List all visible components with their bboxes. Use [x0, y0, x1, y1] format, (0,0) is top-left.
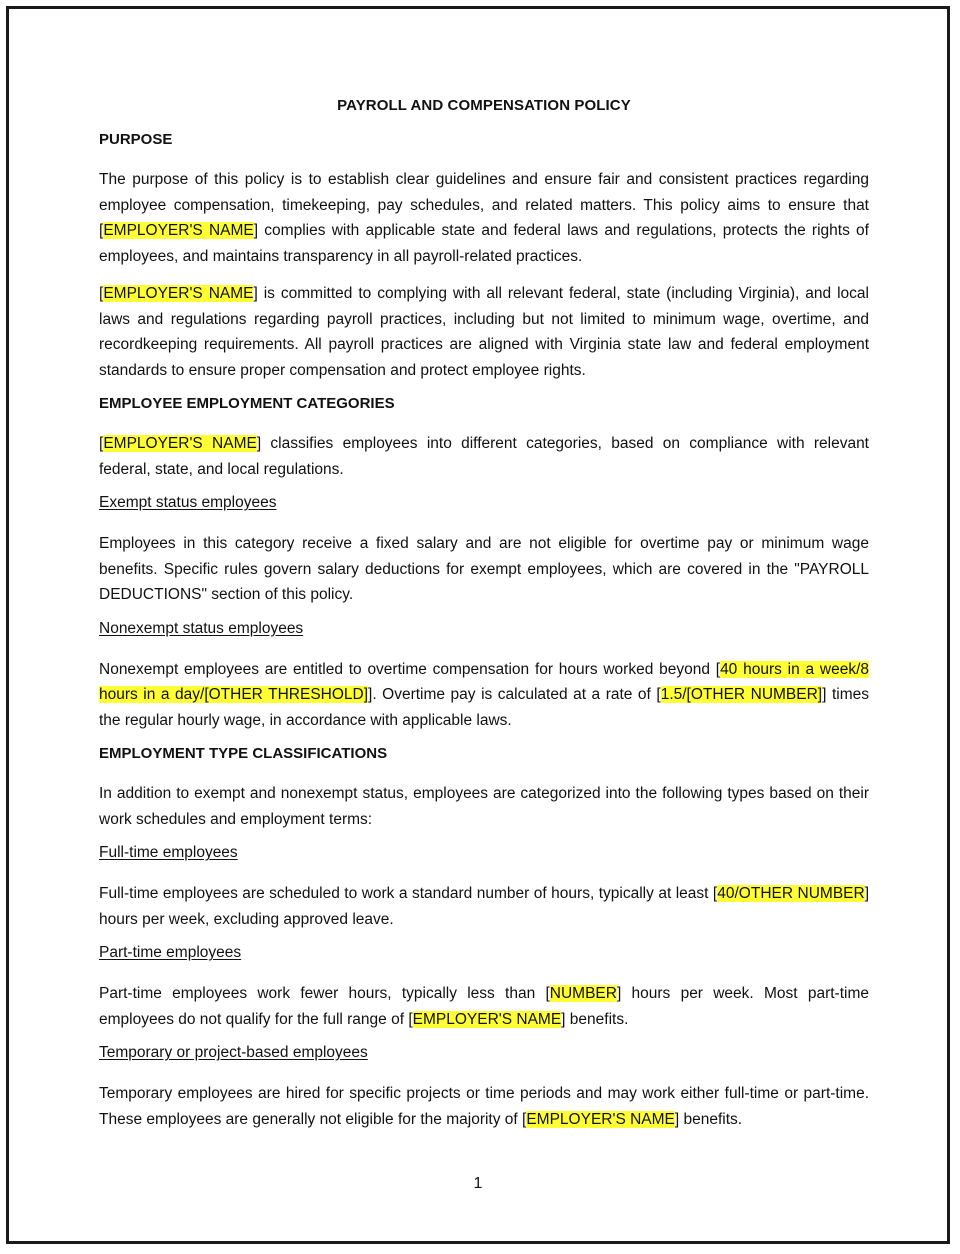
text-run: Full-time employees are scheduled to work a standard number of hours, typically at least [ — [99, 885, 718, 902]
subheading-parttime: Part-time employees — [99, 944, 242, 961]
placeholder-highlight: EMPLOYER'S NAME — [412, 1010, 562, 1028]
subheading-fulltime: Full-time employees — [99, 844, 238, 861]
text-run: ]. Overtime pay is calculated at a rate of [ — [368, 686, 661, 703]
text-run: ] classifies employees into different categories, based on compliance with relevant federal, state, and local regulations. — [99, 435, 869, 478]
text-run: Part-time employees work fewer hours, typically less than [ — [99, 985, 550, 1002]
document-title: PAYROLL AND COMPENSATION POLICY — [337, 97, 631, 114]
placeholder-highlight: 40 hours in a week/8 hours in a day/[OTHER THRESHOLD] — [99, 660, 869, 703]
section-heading-purpose: PURPOSE — [99, 131, 173, 148]
text-run: Nonexempt employees are entitled to overtime compensation for hours worked beyond [ — [99, 660, 721, 678]
text-run: Temporary employees are hired for specific projects or time periods and may work either full-time or part-time. These employees are generally not eligible for the majority of [ — [99, 1085, 869, 1128]
document-content — [99, 97, 869, 1144]
purpose-paragraph-1 — [99, 167, 869, 269]
page-number: 1 — [473, 1175, 483, 1192]
text-run: The purpose of this policy is to establish clear guidelines and ensure fair and consistent practices regarding employee compensation, timekeeping, pay schedules, and related matters. This policy aims to ensure that [ — [99, 171, 869, 239]
parttime-paragraph — [99, 981, 869, 1032]
text-run: ] times the regular hourly wage, in accordance with applicable laws. — [99, 686, 869, 729]
temporary-paragraph — [99, 1081, 869, 1132]
placeholder-highlight: NUMBER — [549, 985, 617, 1002]
text-run: ] is committed to complying with all relevant federal, state (including Virginia), and local laws and regulations regarding payroll practices, including but not limited to minimum wage, overtime, and recordkeeping requirements. All payroll practices are aligned with Virginia state law and federal employment standards to ensure proper compensation and protect employee rights. — [99, 285, 869, 379]
subheading-temporary: Temporary or project-based employees — [99, 1044, 368, 1061]
placeholder-highlight: EMPLOYER'S NAME — [103, 222, 254, 239]
placeholder-highlight: EMPLOYER'S NAME — [103, 285, 254, 302]
placeholder-highlight: 40/OTHER NUMBER — [717, 885, 865, 902]
purpose-paragraph-2 — [99, 281, 869, 383]
text-run: [ — [99, 435, 104, 452]
text-run: ] benefits. — [674, 1110, 743, 1128]
document-page — [6, 6, 950, 1244]
placeholder-highlight: EMPLOYER'S NAME — [103, 435, 257, 452]
nonexempt-paragraph — [99, 657, 869, 734]
text-run: ] hours per week. Most part-time employees do not qualify for the full range of [ — [99, 985, 869, 1028]
placeholder-highlight: EMPLOYER'S NAME — [526, 1110, 675, 1128]
placeholder-highlight: 1.5/[OTHER NUMBER] — [660, 686, 823, 703]
text-run: ] benefits. — [561, 1010, 629, 1028]
subheading-nonexempt: Nonexempt status employees — [99, 619, 304, 637]
categories-paragraph — [99, 431, 869, 482]
text-run: ] complies with applicable state and federal laws and regulations, protects the rights of employees, and maintains transparency in all payroll-related practices. — [99, 222, 869, 265]
text-run: ] hours per week, excluding approved leave. — [99, 885, 869, 928]
subheading-exempt: Exempt status employees — [99, 494, 277, 511]
exempt-paragraph: Employees in this category receive a fixed salary and are not eligible for overtime pay or minimum wage benefits. Specific rules govern salary deductions for exempt employees, which are covered in the "PAYROLL DEDUCTIONS" section of this policy. — [99, 535, 869, 603]
fulltime-paragraph — [99, 881, 869, 932]
text-run: [ — [99, 285, 104, 302]
section-heading-employment-types: EMPLOYMENT TYPE CLASSIFICATIONS — [99, 745, 388, 762]
section-heading-employment-categories: EMPLOYEE EMPLOYMENT CATEGORIES — [99, 395, 395, 412]
types-intro-paragraph: In addition to exempt and nonexempt status, employees are categorized into the following types based on their work schedules and employment terms: — [99, 785, 869, 828]
